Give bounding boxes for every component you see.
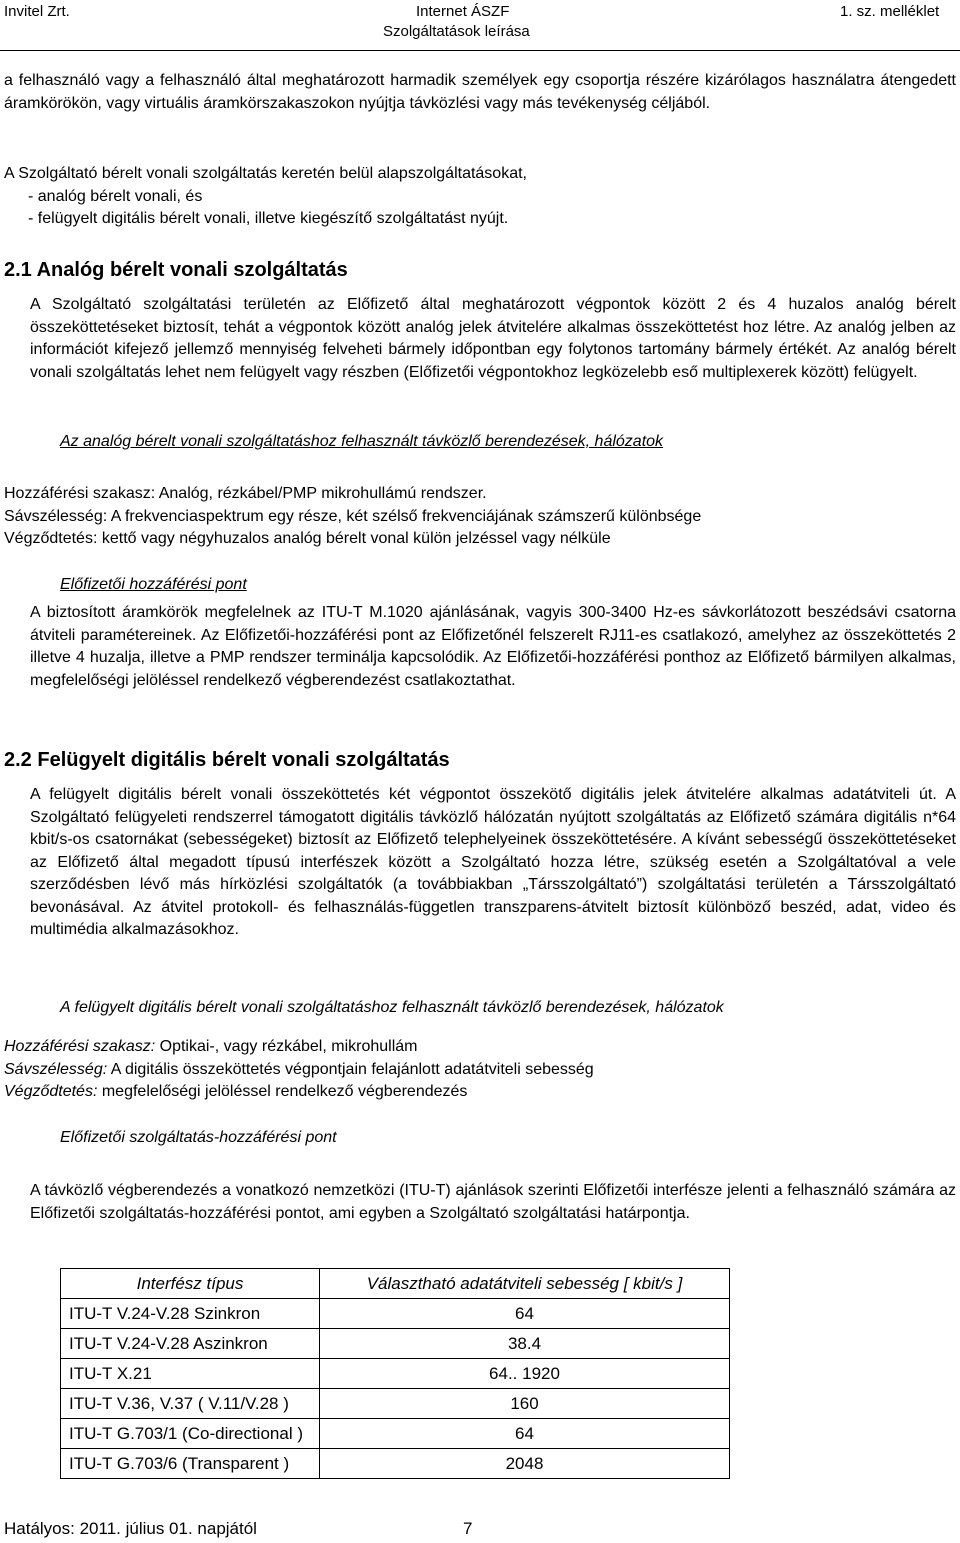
page-header [0,0,960,50]
table-row [61,1359,730,1389]
company-name: Invitel Zrt. [4,3,70,20]
table-row [61,1299,730,1329]
analog-specs [4,483,956,551]
intro-services-lead: A Szolgáltató bérelt vonali szolgáltatás keretén belül alapszolgáltatásokat, [4,165,527,182]
analog-description: A Szolgáltató szolgáltatási területén az Előfizető által meghatározott végpontok között 2 és 4 huzalos analóg bérelt összeköttetéseket biztosít, tehát a végpontok között analóg jelek átvitelére alkalmas összeköttetést hoz létre. Az analóg jelben az információt kifejező jellemző mennyiség felveheti bármely időpontban egy folytonos tartomány bármely értékét. Az analóg bérelt vonali szolgáltatás lehet nem felügyelt vagy részben (Előfizetői végpontokhoz legközelebb eső multiplexerek között) felügyelt. [30,296,956,381]
table-header-row [61,1269,730,1299]
digital-equipment-title: A felügyelt digitális bérelt vonali szolgáltatáshoz felhasznált távközlő berendezések, hálózatok [60,999,724,1016]
intro-service-item: - felügyelt digitális bérelt vonali, illetve kiegészítő szolgáltatást nyújt. [28,210,509,227]
page-number: 7 [463,1519,473,1538]
interface-type-cell: ITU-T G.703/1 (Co-directional ) [61,1419,320,1449]
section-heading-digital: 2.2 Felügyelt digitális bérelt vonali szolgáltatás [4,749,450,771]
interface-type-cell: ITU-T V.24-V.28 Aszinkron [61,1329,320,1359]
intro-service-item: - analóg bérelt vonali, és [28,187,203,205]
analog-subscriber-point-text: A biztosított áramkörök megfelelnek az ITU-T M.1020 ajánlásának, vagyis 300-3400 Hz-es sávkorlátozott beszédsávi csatorna átviteli paramétereinek. Az Előfizetői-hozzáférési pont az Előfizetőnél felszerelt RJ11-es csatlakozó, amelyhez az összeköttetés 2 illetve 4 huzalja, illetve a PMP rendszer terminálja kapcsolódik. Az Előfizetői-hozzáférési ponthoz az Előfizető bármilyen alkalmas, megfelelőségi jelöléssel rendelkező végberendezést csatlakoztathat. [30,604,956,689]
digital-subscriber-point-text: A távközlő végberendezés a vonatkozó nemzetközi (ITU-T) ajánlások szerinti Előfizetői interfésze jelenti a felhasználó számára az Előfizetői szolgáltatás-hozzáférési pontot, ami egyben a Szolgáltató szolgáltatási határpontja. [30,1182,956,1222]
table-row [61,1329,730,1359]
digital-description: A felügyelt digitális bérelt vonali összeköttetés két végpontot összekötő digitális jelek átvitelére alkalmas adatátviteli út. A Szolgáltató felügyeleti rendszerrel támogatott digitális távközlő hálózatán nyújtott szolgáltatás az Előfizető számára digitális n*64 kbit/s-os csatornákat (sebességeket) biztosít az Előfizető telephelyeinek összeköttetésére. A kívánt sebességű összeköttetéseket az Előfizető által megadott típusú interfészek között a Szolgáltató hozza létre, szükség esetén a Szolgáltatóval a vele szerződésben lévő más hírközlési szolgáltatók (a továbbiakban „Társszolgáltató”) szolgáltatási területén a Társszolgáltató bevonásával. Az átvitel protokoll- és felhasználás-független transzparens-átvitelt biztosít különböző beszéd, adat, video és multimédia alkalmazásokhoz. [30,786,956,938]
speed-cell: 2048 [320,1449,730,1479]
document-title: Internet ÁSZF [416,3,510,20]
speed-cell: 64 [320,1299,730,1329]
intro-services [4,163,956,231]
interface-type-cell: ITU-T G.703/6 (Transparent ) [61,1449,320,1479]
table-row [61,1389,730,1419]
analog-access-line: Hozzáférési szakasz: Analóg, rézkábel/PMP mikrohullámú rendszer. [4,485,487,502]
analog-bandwidth-line: Sávszélesség: A frekvenciaspektrum egy része, két szélső frekvenciájának számszerű különbsége [4,507,702,525]
interface-type-cell: ITU-T V.36, V.37 ( V.11/V.28 ) [61,1389,320,1419]
interface-table [60,1268,730,1479]
digital-specs [4,1036,956,1104]
digital-access-label: Hozzáférési szakasz: [4,1038,156,1055]
speed-cell: 160 [320,1389,730,1419]
document-subtitle: Szolgáltatások leírása [383,23,530,40]
digital-access-value: Optikai-, vagy rézkábel, mikrohullám [155,1038,418,1055]
analog-subscriber-point-title: Előfizetői hozzáférési pont [60,576,247,593]
intro-paragraph: a felhasználó vagy a felhasználó által meghatározott harmadik személyek egy csoportja részére kizárólagos használatra átengedett áramkörökön, vagy virtuális áramkörszakaszokon nyújtja távközlési vagy más tevékenység céljából. [4,72,956,112]
effective-date: Hatályos: 2011. július 01. napjától [4,1519,257,1538]
annex-label: 1. sz. melléklet [840,3,940,20]
interface-type-cell: ITU-T V.24-V.28 Szinkron [61,1299,320,1329]
speed-cell: 64 [320,1419,730,1449]
interface-type-cell: ITU-T X.21 [61,1359,320,1389]
section-heading-analog: 2.1 Analóg bérelt vonali szolgáltatás [4,259,348,281]
digital-bandwidth-value: A digitális összeköttetés végpontjain felajánlott adatátviteli sebesség [107,1060,594,1078]
analog-equipment-title: Az analóg bérelt vonali szolgáltatáshoz felhasznált távközlő berendezések, hálózatok [60,433,664,450]
header-divider [0,50,960,51]
speed-cell: 38.4 [320,1329,730,1359]
digital-bandwidth-label: Sávszélesség: [4,1060,108,1078]
table-row [61,1449,730,1479]
digital-subscriber-point-title: Előfizetői szolgáltatás-hozzáférési pont [60,1129,337,1146]
speed-cell: 64.. 1920 [320,1359,730,1389]
column-header: Interfész típus [61,1269,320,1299]
column-header: Választható adatátviteli sebesség [ kbit/s ] [320,1269,730,1299]
analog-termination-line: Végződtetés: kettő vagy négyhuzalos analóg bérelt vonal külön jelzéssel vagy nélküle [4,530,611,547]
digital-termination-value: megfelelőségi jelöléssel rendelkező végberendezés [97,1083,468,1100]
digital-termination-label: Végződtetés: [4,1083,98,1100]
table-row [61,1419,730,1449]
